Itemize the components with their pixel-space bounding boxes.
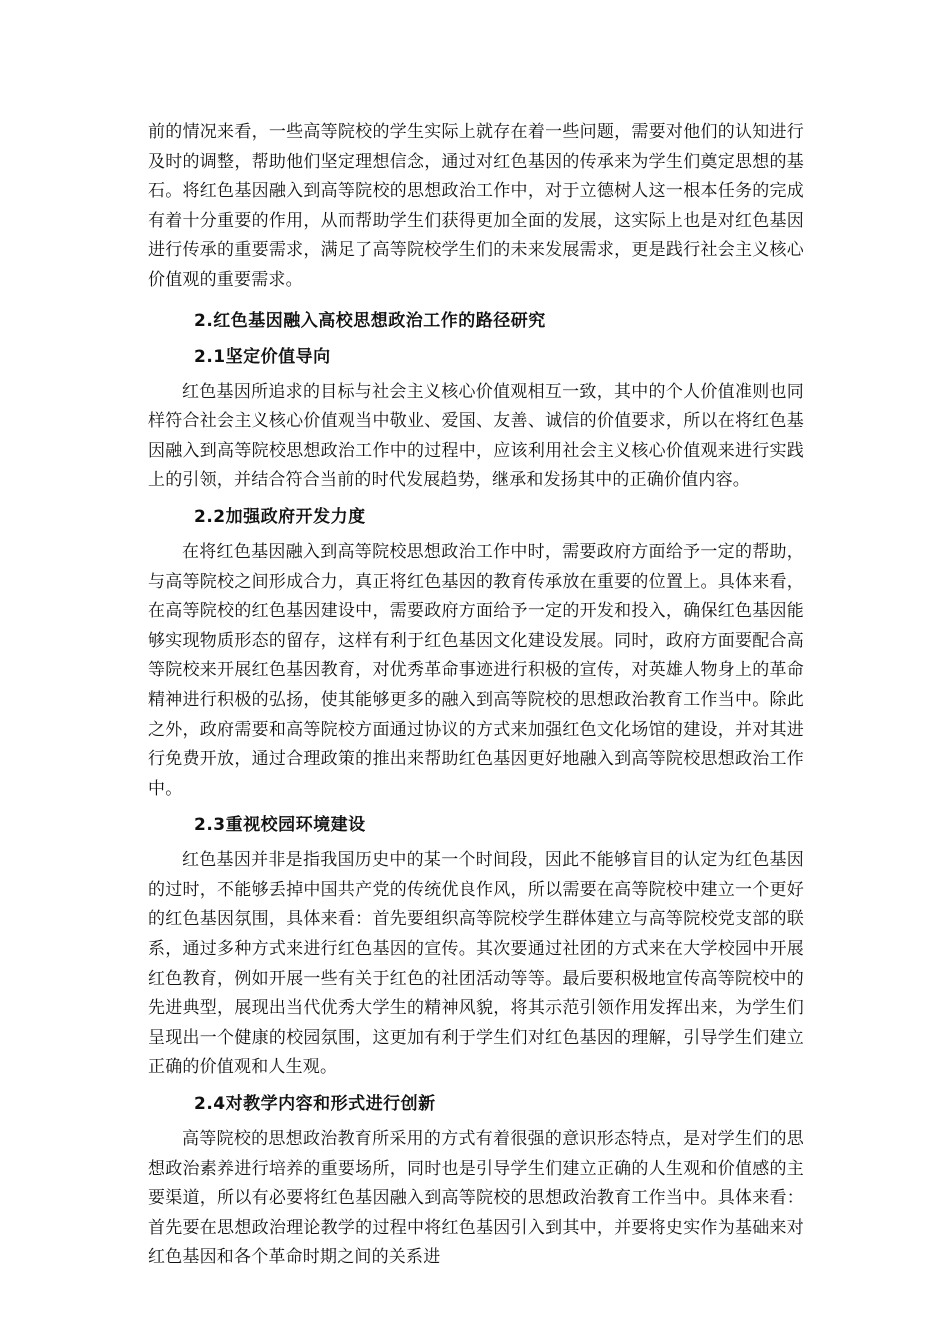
subsection-2-3-title: 2.3重视校园环境建设 (194, 815, 366, 836)
subsection-2-2-title: 2.2加强政府开发力度 (194, 506, 366, 527)
subsection-2-4-body: 高等院校的思想政治教育所采用的方式有着很强的意识形态特点，是对学生们的思想政治素养进行培养的重要场所，同时也是引导学生们建立正确的人生观和价值感的主要渠道，所以有必要将红色基因融入到高等院校的思想政治教育工作当中。具体来看：首先要在思想政治理论教学的过程中将红色基因引入到其中，并要将史实作为基础来对红色基因和各个革命时期之间的关系进 (148, 1129, 804, 1268)
subsection-2-3-body: 红色基因并非是指我国历史中的某一个时间段，因此不能够盲目的认定为红色基因的过时，不能够丢掉中国共产党的传统优良作风，所以需要在高等院校中建立一个更好的红色基因氛围，具体来看：首先要组织高等院校学生群体建立与高等院校党支部的联系，通过多种方式来进行红色基因的宣传。其次要通过社团的方式来在大学校园中开展红色教育，例如开展一些有关于红色的社团活动等等。最后要积极地宣传高等院校中的先进典型，展现出当代优秀大学生的精神风貌，将其示范引领作用发挥出来，为学生们呈现出一个健康的校园氛围，这更加有利于学生们对红色基因的理解，引导学生们建立正确的价值观和人生观。 (148, 850, 804, 1078)
subsection-2-4-title: 2.4对教学内容和形式进行创新 (194, 1094, 436, 1115)
document-page (148, 118, 804, 1273)
subsection-2-1-title: 2.1坚定价值导向 (194, 346, 331, 367)
subsection-2-1-body: 红色基因所追求的目标与社会主义核心价值观相互一致，其中的个人价值准则也同样符合社会主义核心价值观当中敬业、爱国、友善、诚信的价值要求，所以在将红色基因融入到高等院校思想政治工作中的过程中，应该利用社会主义核心价值观来进行实践上的引领，并结合符合当前的时代发展趋势，继承和发扬其中的正确价值内容。 (148, 381, 804, 491)
spacer (148, 296, 804, 300)
intro-paragraph: 前的情况来看，一些高等院校的学生实际上就存在着一些问题，需要对他们的认知进行及时的调整，帮助他们坚定理想信念，通过对红色基因的传承来为学生们奠定思想的基石。将红色基因融入到高等院校的思想政治工作中，对于立德树人这一根本任务的完成有着十分重要的作用，从而帮助学生们获得更加全面的发展，这实际上也是对红色基因进行传承的重要需求，满足了高等院校学生们的未来发展需求，更是践行社会主义核心价值观的重要需求。 (148, 122, 804, 290)
subsection-2-2-body: 在将红色基因融入到高等院校思想政治工作中时，需要政府方面给予一定的帮助，与高等院校之间形成合力，真正将红色基因的教育传承放在重要的位置上。具体来看，在高等院校的红色基因建设中，需要政府方面给予一定的开发和投入，确保红色基因能够实现物质形态的留存，这样有利于红色基因文化建设发展。同时，政府方面要配合高等院校来开展红色基因教育，对优秀革命事迹进行积极的宣传，对英雄人物身上的革命精神进行积极的弘扬，使其能够更多的融入到高等院校的思想政治教育工作当中。除此之外，政府需要和高等院校方面通过协议的方式来加强红色文化场馆的建设，并对其进行免费开放，通过合理政策的推出来帮助红色基因更好地融入到高等院校思想政治工作中。 (148, 541, 804, 799)
section-2-title: 2.红色基因融入高校思想政治工作的路径研究 (194, 310, 546, 331)
